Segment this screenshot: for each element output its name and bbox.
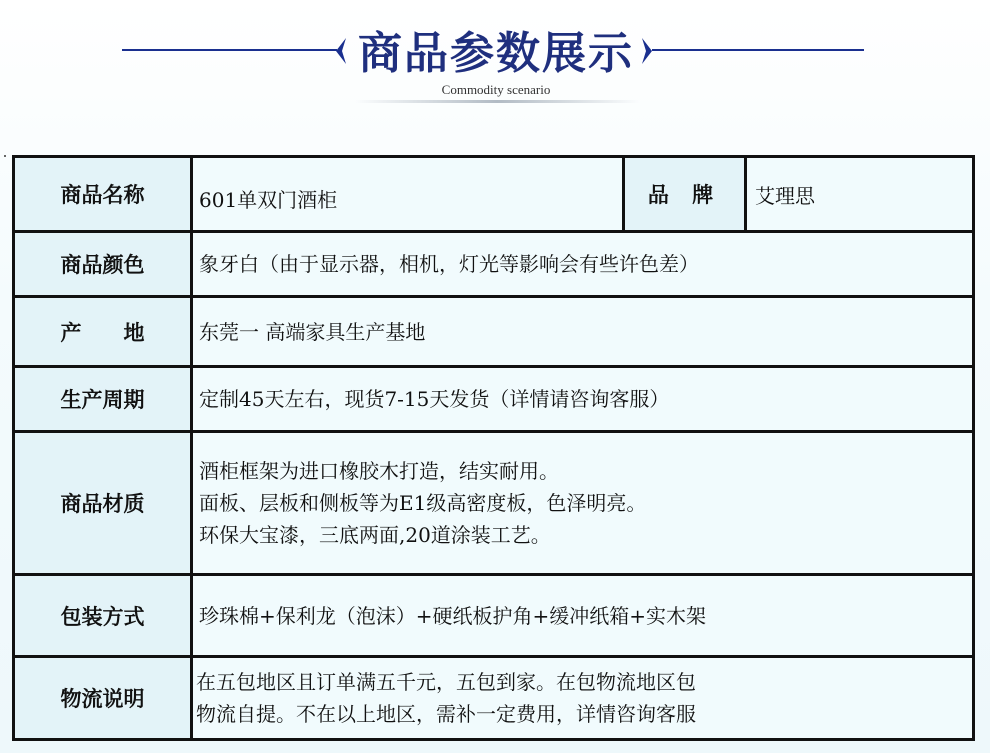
material-value	[196, 433, 972, 573]
cycle-label: 生产周期	[15, 368, 193, 430]
table-row-name	[15, 158, 972, 233]
color-label: 商品颜色	[15, 233, 193, 295]
color-value: 象牙白（由于显示器，相机，灯光等影响会有些许色差）	[199, 252, 699, 276]
cycle-value: 定制45天左右，现货7-15天发货（详情请咨询客服）	[199, 387, 670, 411]
logistics-value	[196, 658, 972, 738]
name-value: 601单双门酒柜	[199, 188, 338, 212]
spec-table	[12, 155, 975, 741]
title-underline	[355, 100, 640, 103]
section-title: 商品参数展示	[358, 28, 634, 79]
logistics-line: 在五包地区且订单满五千元，五包到家。在包物流地区包	[196, 670, 696, 694]
material-line: 环保大宝漆，三底两面,20道涂装工艺。	[199, 523, 551, 547]
packing-value: 珍珠棉+保利龙（泡沫）+硬纸板护角+缓冲纸箱+实木架	[199, 603, 707, 628]
section-header	[0, 0, 990, 130]
material-line: 面板、层板和侧板等为E1级高密度板，色泽明亮。	[199, 491, 647, 515]
header-left-rule	[122, 49, 337, 51]
section-subtitle: Commodity scenario	[441, 82, 551, 97]
table-row-cycle	[15, 368, 972, 433]
origin-label: 产 地	[15, 298, 193, 365]
table-row-origin	[15, 298, 972, 368]
material-label: 商品材质	[15, 433, 193, 573]
material-line: 酒柜框架为进口橡胶木打造，结实耐用。	[199, 459, 559, 483]
packing-label: 包装方式	[15, 576, 193, 655]
stray-dot	[4, 155, 6, 157]
left-ornament-icon	[334, 38, 348, 64]
header-right-rule	[652, 49, 864, 51]
name-label: 商品名称	[15, 158, 193, 230]
table-row-packing	[15, 576, 972, 658]
logistics-line: 物流自提。不在以上地区，需补一定费用，详情咨询客服	[196, 702, 696, 726]
origin-value: 东莞一 高端家具生产基地	[199, 319, 426, 344]
brand-label: 品 牌	[622, 158, 747, 230]
table-row-color	[15, 233, 972, 298]
logistics-label: 物流说明	[15, 658, 193, 738]
table-row-material	[15, 433, 972, 576]
table-row-logistics	[15, 658, 972, 738]
brand-value: 艾理思	[755, 184, 815, 208]
right-ornament-icon	[640, 38, 654, 64]
